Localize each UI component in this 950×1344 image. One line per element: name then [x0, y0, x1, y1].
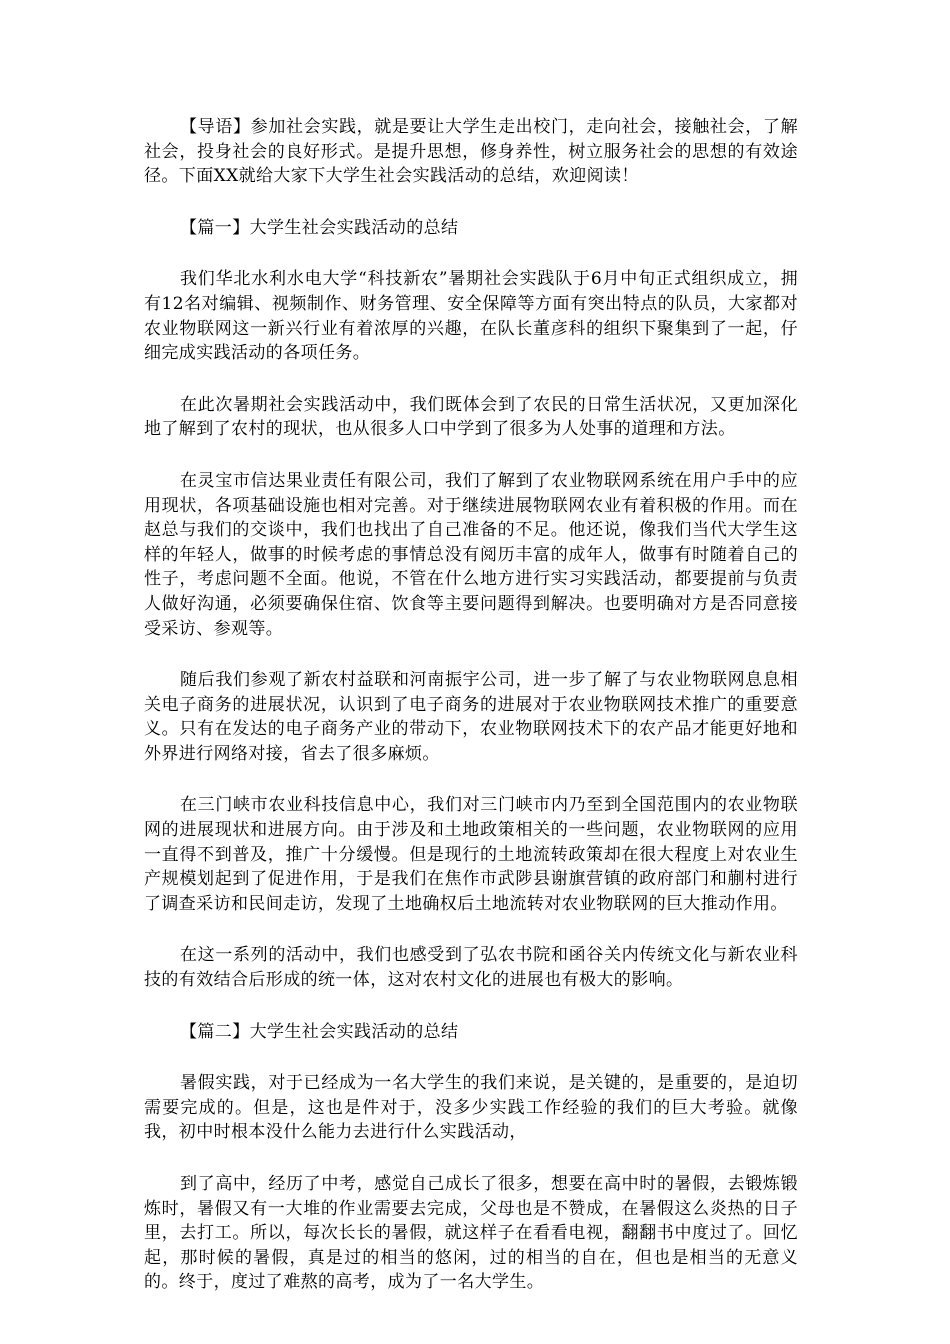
section-2-paragraph-2: 到了高中，经历了中考，感觉自己成长了很多，想要在高中时的暑假，去锻炼锻炼时，暑假又有一大堆的作业需要去完成，父母也是不赞成，在暑假这么炎热的日子里，去打工。所以，每次长长的暑假，就这样子在看看电视，翻翻书中度过了。回忆起，那时候的暑假，真是过的相当的悠闲，过的相当的自在，但也是相当的无意义的。终于，度过了难熬的高考，成为了一名大学生。 [144, 1174, 798, 1293]
intro-paragraph: 【导语】参加社会实践，就是要让大学生走出校门，走向社会，接触社会，了解社会，投身社会的良好形式。是提升思想，修身养性，树立服务社会的思想的有效途径。下面XX就给大家下大学生社会实践活动的总结，欢迎阅读！ [144, 117, 798, 187]
section-1-paragraph-6: 在这一系列的活动中，我们也感受到了弘农书院和函谷关内传统文化与新农业科技的有效结合后形成的统一体，这对农村文化的进展也有极大的影响。 [144, 945, 798, 991]
section-1-paragraph-4: 随后我们参观了新农村益联和河南振宇公司，进一步了解了与农业物联网息息相关电子商务的进展状况，认识到了电子商务的进展对于农业物联网技术推广的重要意义。只有在发达的电子商务产业的带动下，农业物联网技术下的农产品才能更好地和外界进行网络对接，省去了很多麻烦。 [144, 670, 798, 764]
section-1-paragraph-2: 在此次暑期社会实践活动中，我们既体会到了农民的日常生活状况，又更加深化地了解到了农村的现状，也从很多人口中学到了很多为人处事的道理和方法。 [144, 394, 798, 440]
section-2-heading: 【篇二】大学生社会实践活动的总结 [180, 1021, 459, 1042]
section-1-heading: 【篇一】大学生社会实践活动的总结 [180, 217, 459, 238]
section-1-paragraph-3: 在灵宝市信达果业责任有限公司，我们了解到了农业物联网系统在用户手中的应用现状，各项基础设施也相对完善。对于继续进展物联网农业有着积极的作用。而在赵总与我们的交谈中，我们也找出了自己准备的不足。他还说，像我们当代大学生这样的年轻人，做事的时候考虑的事情总没有阅历丰富的成年人，做事有时随着自己的性子，考虑问题不全面。他说，不管在什么地方进行实习实践活动，都要提前与负责人做好沟通，必须要确保住宿、饮食等主要问题得到解决。也要明确对方是否同意接受采访、参观等。 [144, 470, 798, 639]
section-1-paragraph-1: 我们华北水利水电大学“科技新农”暑期社会实践队于6月中旬正式组织成立，拥有12名对编辑、视频制作、财务管理、安全保障等方面有突出特点的队员，大家都对农业物联网这一新兴行业有着浓厚的兴趣，在队长董彦科的组织下聚集到了一起，仔细完成实践活动的各项任务。 [144, 269, 798, 364]
section-1-paragraph-5: 在三门峡市农业科技信息中心，我们对三门峡市内乃至到全国范围内的农业物联网的进展现状和进展方向。由于涉及和土地政策相关的一些问题，农业物联网的应用一直得不到普及，推广十分缓慢。但是现行的土地流转政策却在很大程度上对农业生产规模划起到了促进作用，于是我们在焦作市武陟县谢旗营镇的政府部门和蒯村进行了调查采访和民间走访，发现了土地确权后土地流转对农业物联网的巨大推动作用。 [144, 795, 798, 914]
section-2-paragraph-1: 暑假实践，对于已经成为一名大学生的我们来说，是关键的，是重要的，是迫切需要完成的。但是，这也是件对于，没多少实践工作经验的我们的巨大考验。就像我，初中时根本没什么能力去进行什么实践活动， [144, 1073, 798, 1143]
document-page [144, 115, 798, 1322]
